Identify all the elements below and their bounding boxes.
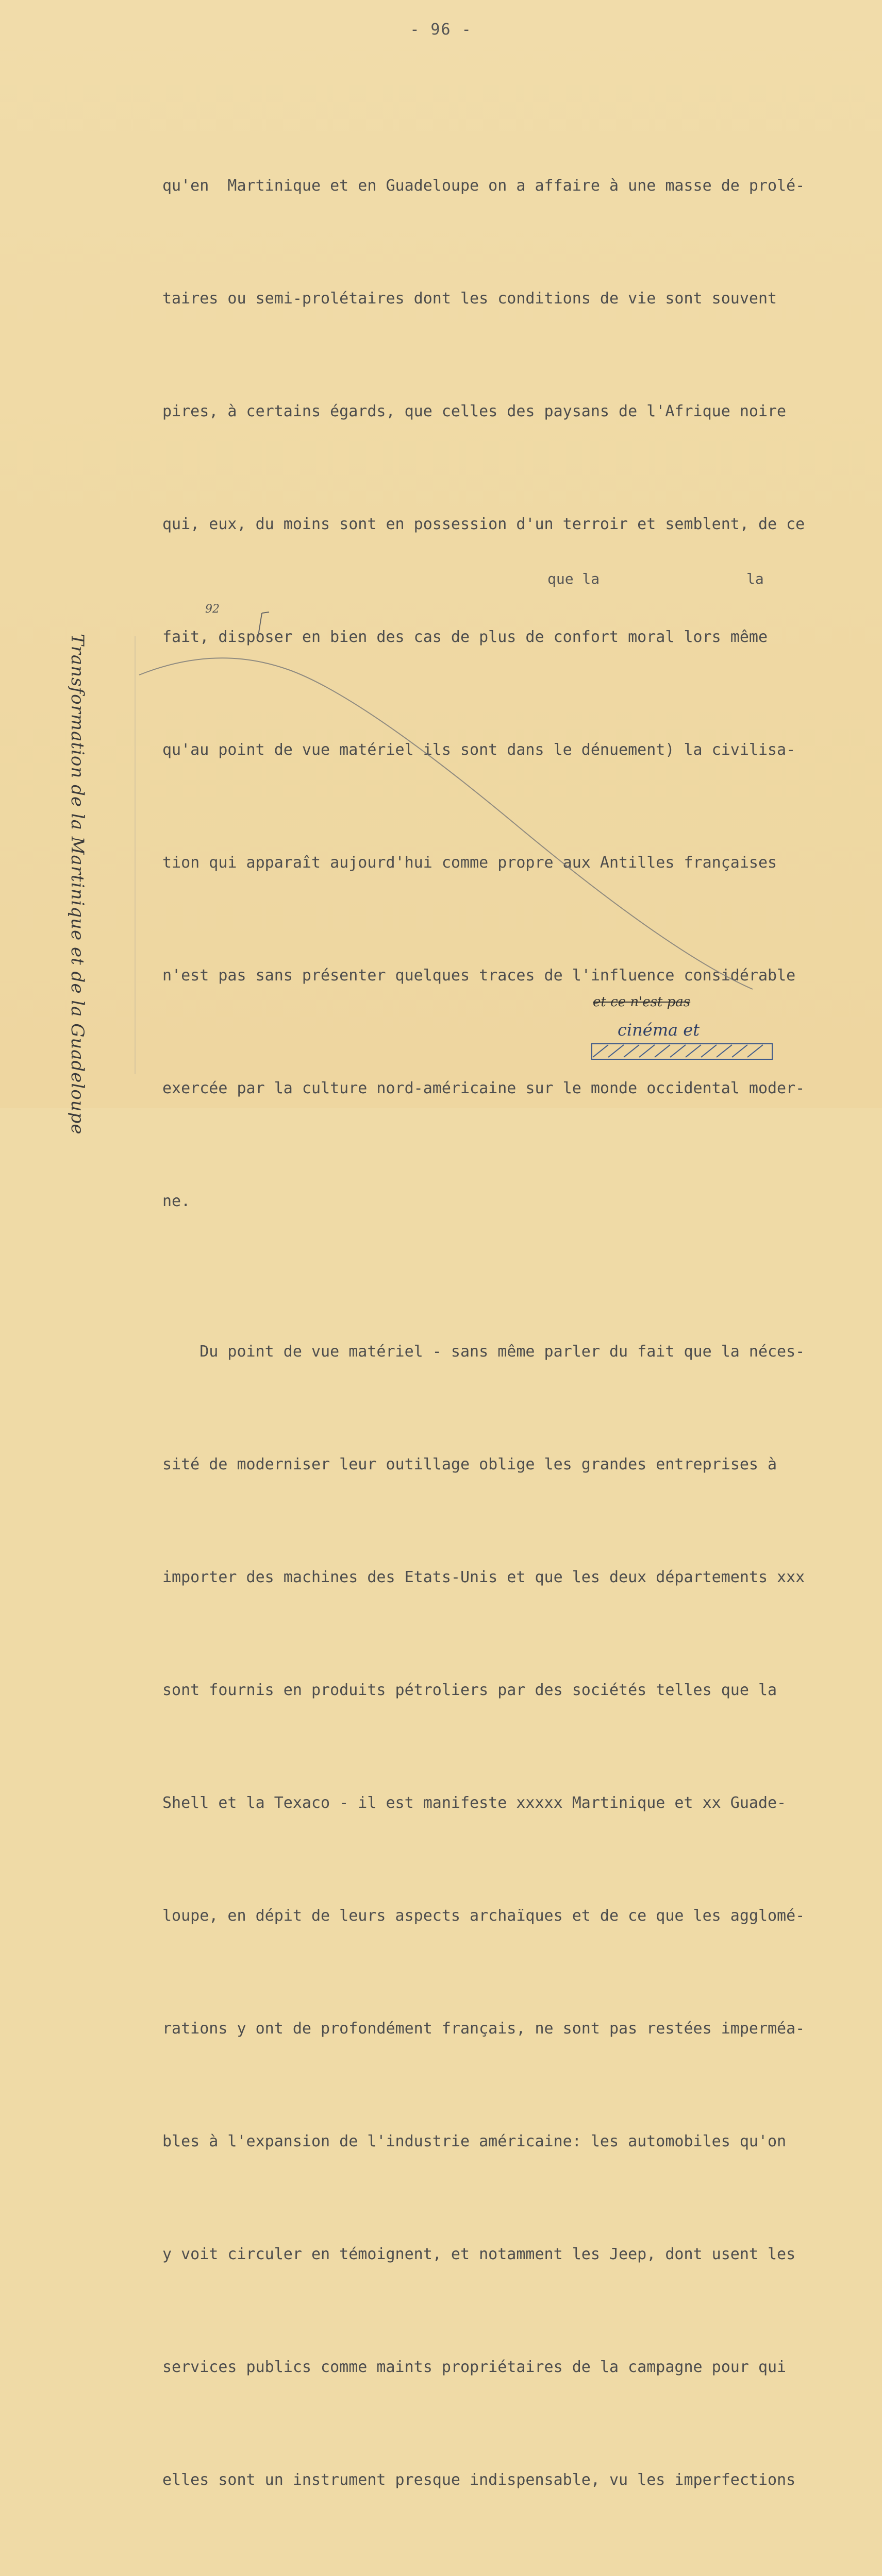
text-line: qui, eux, du moins sont en possession d'un terroir et semblent, de ce: [162, 515, 805, 533]
text-line: sité de moderniser leur outillage oblige les grandes entreprises à: [162, 1455, 777, 1473]
text-line: services publics comme maints propriétaires de la campagne pour qui: [162, 2358, 787, 2376]
handwritten-insert: cinéma et: [618, 1020, 700, 1040]
text-line: taires ou semi-prolétaires dont les conditions de vie sont souvent: [162, 290, 777, 308]
text-line: [162, 2574, 863, 2576]
text-line: y voit circuler en témoignent, et notamment les Jeep, dont usent les: [162, 2245, 796, 2263]
text-line: Du point de vue matériel - sans même parler du fait que la néces-: [162, 1343, 805, 1361]
text-line: ne.: [162, 1192, 191, 1210]
text-line: fait, disposer en bien des cas de plus de confort moral lors même: [162, 628, 768, 646]
text-line: qu'au point de vue matériel ils sont dans le dénuement) la civilisa-: [162, 741, 796, 759]
annotation-marks: [0, 0, 882, 1108]
text-line: rations y ont de profondément français, ne sont pas restées imperméa-: [162, 2020, 805, 2038]
text-line: elles sont un instrument presque indispensable, vu les imperfections: [162, 2471, 796, 2489]
ink-strike-hatch: [593, 1045, 763, 1057]
interlinear-que-la: que la: [547, 570, 600, 587]
text-line: importer des machines des Etats-Unis et que les deux départements xxx: [162, 1568, 805, 1586]
text-line: qu'en Martinique et en Guadeloupe on a affaire à une masse de prolé-: [162, 177, 805, 195]
text-line: pires, à certains égards, que celles des paysans de l'Afrique noire: [162, 402, 787, 420]
page-number: - 96 -: [410, 21, 472, 39]
text-line: n'est pas sans présenter quelques traces de l'influence considérable: [162, 967, 796, 985]
text-line: tion qui apparaît aujourd'hui comme propre aux Antilles françaises: [162, 854, 777, 872]
text-line: sont fournis en produits pétroliers par des sociétés telles que la: [162, 1681, 777, 1699]
pencil-bracket-top: [262, 612, 269, 613]
interlinear-la: la: [746, 570, 764, 587]
text-line: exercée par la culture nord-américaine sur le monde occidental moder-: [162, 1079, 805, 1097]
text-line: Shell et la Texaco - il est manifeste xxxxx Martinique et xx Guade-: [162, 1794, 787, 1812]
text-line: bles à l'expansion de l'industrie américaine: les automobiles qu'on: [162, 2132, 787, 2150]
pencil-diagonal-stroke: [139, 658, 753, 989]
margin-note-text: Transformation de la Martinique et de la Guadeloupe: [67, 634, 88, 1135]
text-line: loupe, en dépit de leurs aspects archaïques et de ce que les agglomé-: [162, 1907, 805, 1925]
pencil-bracket-mark: [258, 613, 262, 639]
pencil-number: 92: [205, 603, 220, 616]
struck-scribble: et ce n'est pas: [593, 994, 691, 1010]
